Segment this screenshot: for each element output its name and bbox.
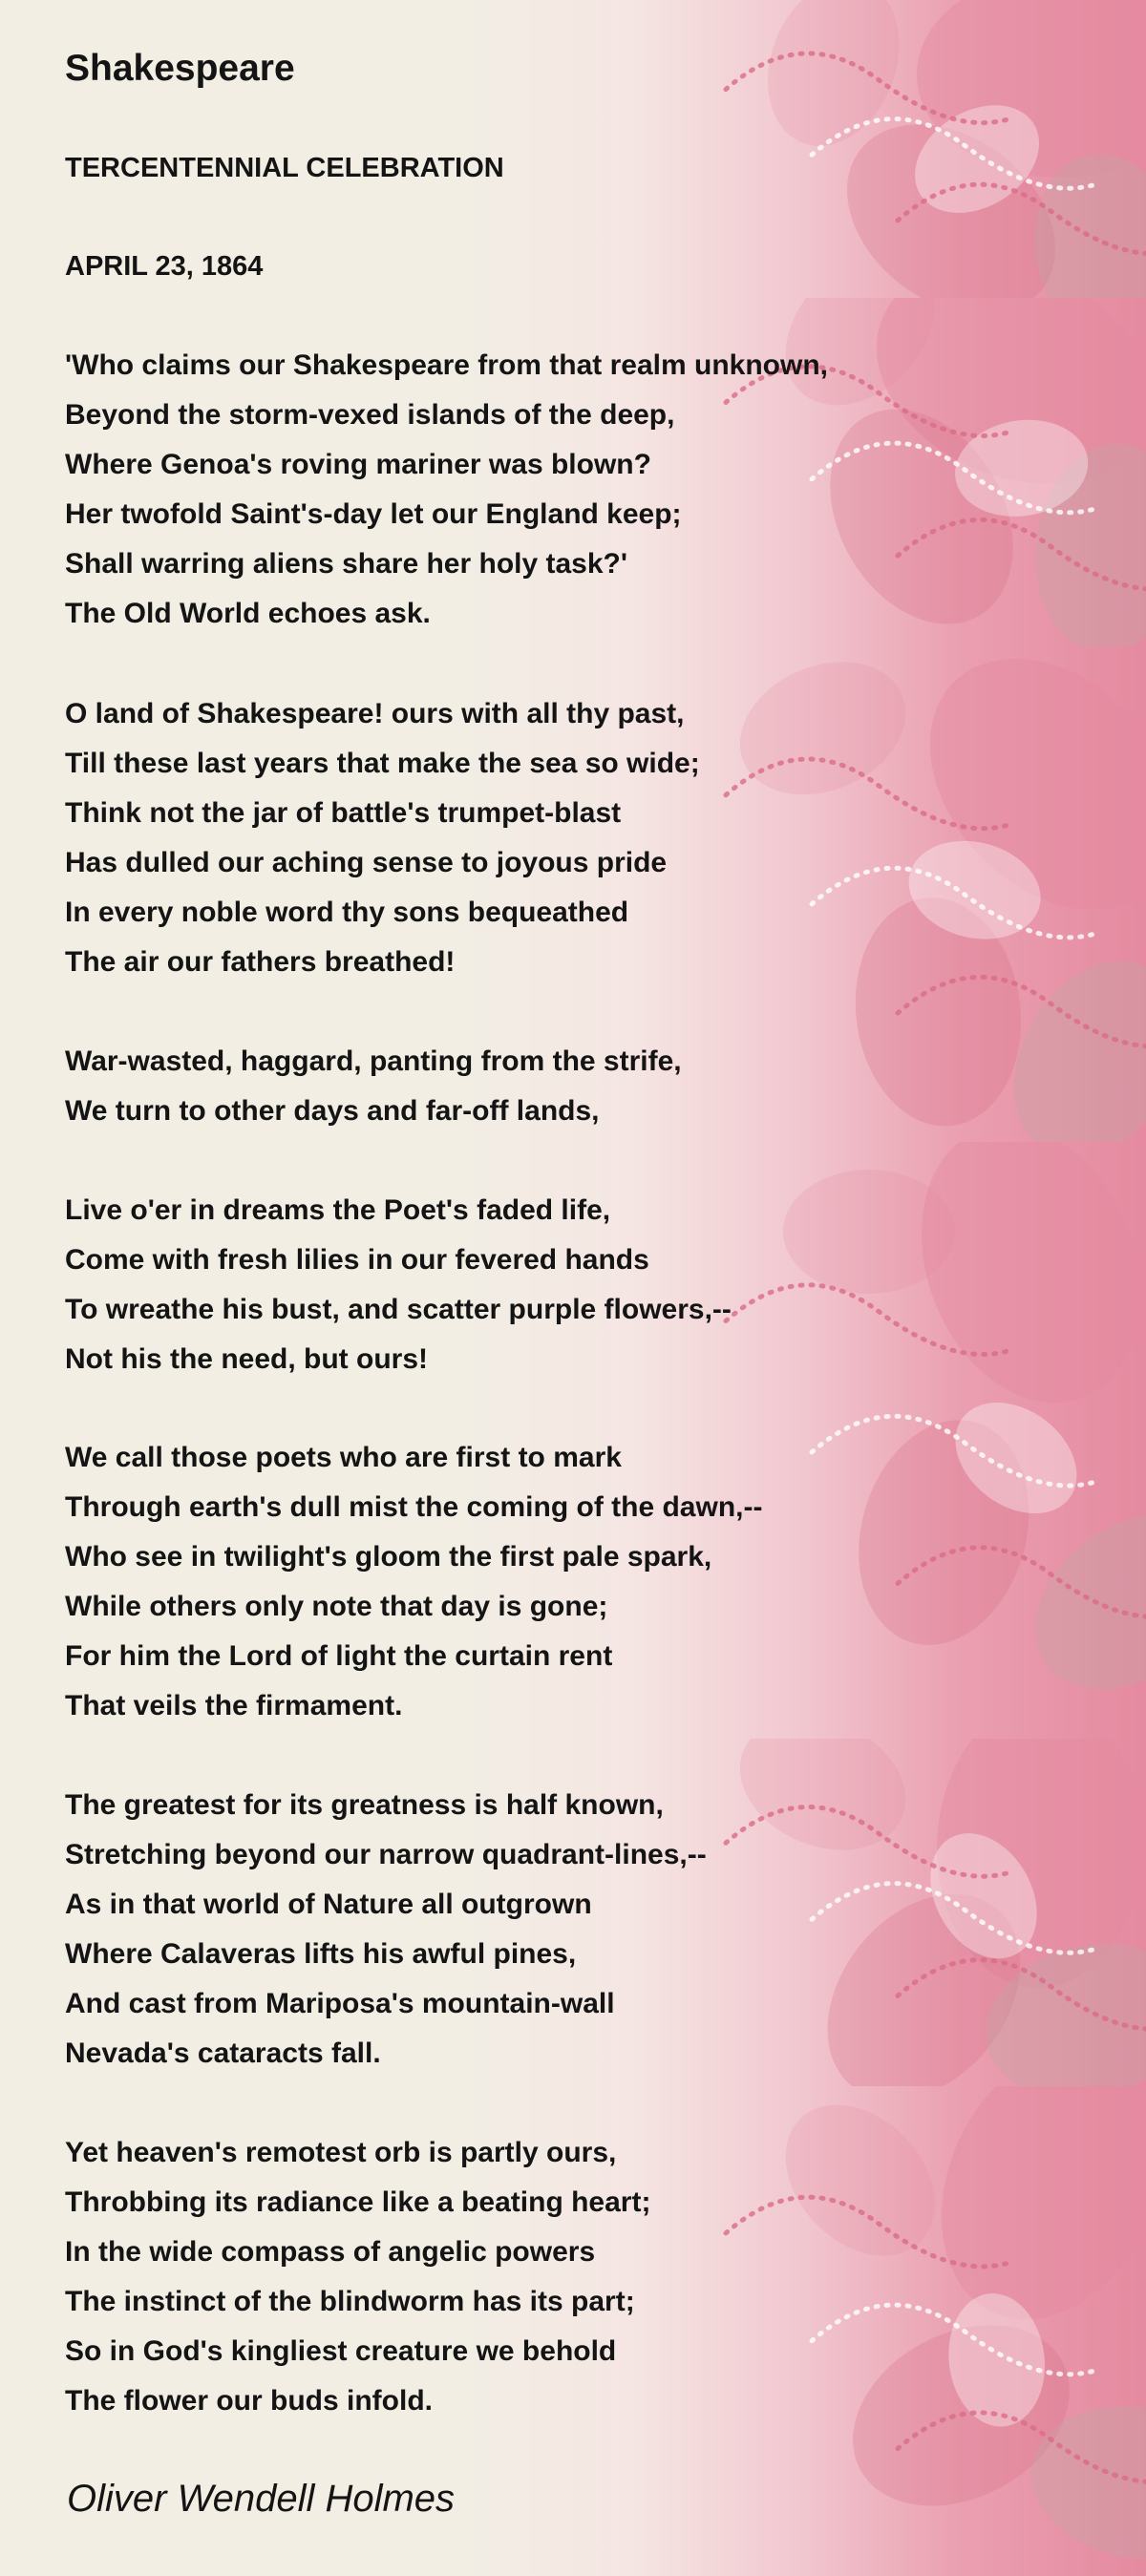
poem-line: Think not the jar of battle's trumpet-blast: [65, 797, 622, 829]
poem-line: O land of Shakespeare! ours with all thy past,: [65, 698, 685, 729]
poem-line: In every noble word thy sons bequeathed: [65, 897, 629, 928]
poem-line: Not his the need, but ours!: [65, 1343, 428, 1375]
poem-date: APRIL 23, 1864: [65, 251, 264, 282]
stanza-6: [65, 2128, 650, 2426]
poem-line: Come with fresh lilies in our fevered hands: [65, 1244, 649, 1276]
poem-line: That veils the firmament.: [65, 1690, 403, 1721]
poem-line: As in that world of Nature all outgrown: [65, 1889, 592, 1920]
poem-line: Who see in twilight's gloom the first pale spark,: [65, 1541, 712, 1573]
poem-line: To wreathe his bust, and scatter purple flowers,--: [65, 1294, 732, 1325]
poem-line: So in God's kingliest creature we behold: [65, 2335, 617, 2367]
poem-line: Stretching beyond our narrow quadrant-lines,--: [65, 1839, 707, 1870]
poem-line: Throbbing its radiance like a beating heart;: [65, 2186, 651, 2218]
poem-line: Live o'er in dreams the Poet's faded life,: [65, 1194, 611, 1226]
poem-line: The instinct of the blindworm has its part;: [65, 2286, 635, 2317]
poem-line: Nevada's cataracts fall.: [65, 2038, 381, 2069]
poem-subtitle: TERCENTENNIAL CELEBRATION: [65, 153, 504, 183]
poem-line: The flower our buds infold.: [65, 2385, 433, 2417]
stanza-4: [65, 1433, 762, 1731]
poem-line: Where Genoa's roving mariner was blown?: [65, 449, 651, 480]
poem-line: Her twofold Saint's-day let our England keep;: [65, 498, 682, 530]
poem-line: And cast from Mariposa's mountain-wall: [65, 1988, 615, 2019]
poem-line: In the wide compass of angelic powers: [65, 2236, 596, 2268]
poem-line: We call those poets who are first to mark: [65, 1442, 622, 1473]
stanza-3: [65, 1037, 732, 1384]
stanza-2: [65, 689, 700, 987]
poem-title: Shakespeare: [65, 48, 295, 89]
stanza-5: [65, 1781, 707, 2079]
poem-line: Beyond the storm-vexed islands of the deep,: [65, 399, 675, 431]
poem-line: Where Calaveras lifts his awful pines,: [65, 1938, 577, 1970]
poem-line: We turn to other days and far-off lands,: [65, 1095, 600, 1127]
poem-line: While others only note that day is gone;: [65, 1591, 608, 1622]
poem-line: Has dulled our aching sense to joyous pride: [65, 847, 668, 878]
poem-line: 'Who claims our Shakespeare from that realm unknown,: [65, 349, 828, 381]
stanza-1: [65, 341, 828, 639]
poem-line: For him the Lord of light the curtain rent: [65, 1640, 613, 1672]
poem-line: Yet heaven's remotest orb is partly ours,: [65, 2137, 617, 2168]
poem-line: Shall warring aliens share her holy task?': [65, 548, 628, 580]
poem-line: Till these last years that make the sea so wide;: [65, 748, 700, 779]
poem-line: Through earth's dull mist the coming of the dawn,--: [65, 1491, 763, 1523]
poem-line: The greatest for its greatness is half known,: [65, 1789, 664, 1821]
poem-line: The Old World echoes ask.: [65, 598, 431, 629]
poem-line: War-wasted, haggard, panting from the strife,: [65, 1045, 682, 1077]
poem-author: Oliver Wendell Holmes: [67, 2478, 456, 2520]
poem-line: The air our fathers breathed!: [65, 946, 456, 978]
